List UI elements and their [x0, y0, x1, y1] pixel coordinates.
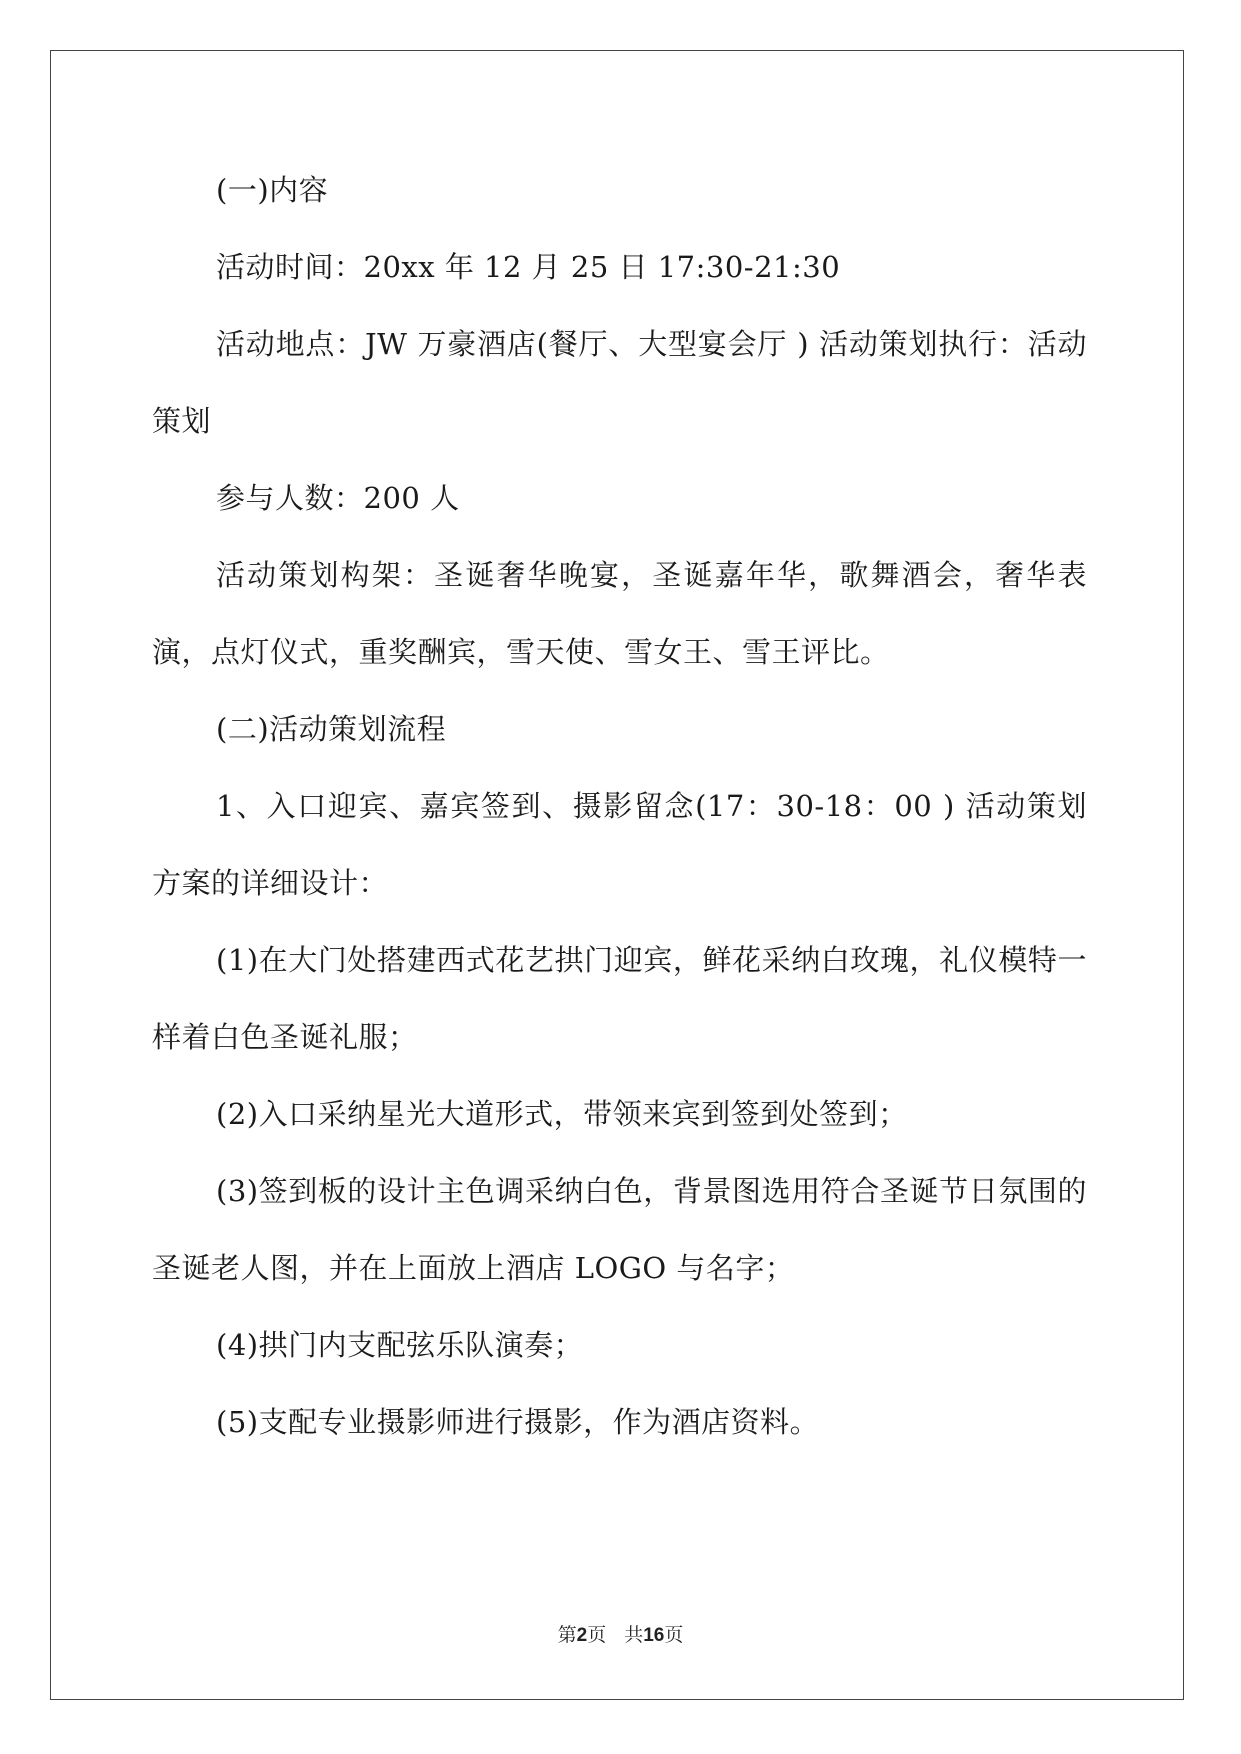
page-footer	[0, 1620, 1241, 1647]
document-body	[152, 152, 1087, 1461]
paragraph-item-3: (3)签到板的设计主色调采纳白色，背景图选用符合圣诞节日氛围的圣诞老人图，并在上面放上酒店 LOGO 与名字；	[152, 1174, 1087, 1285]
page-number: 2	[576, 1625, 588, 1646]
page-suffix: 页	[587, 1624, 607, 1646]
total-prefix: 共	[624, 1624, 644, 1646]
total-pages: 16	[643, 1625, 665, 1646]
paragraph-event-framework: 活动策划构架：圣诞奢华晚宴，圣诞嘉年华，歌舞酒会，奢华表演，点灯仪式，重奖酬宾，雪天使、雪女王、雪王评比。	[152, 558, 1087, 669]
paragraph-event-location: 活动地点：JW 万豪酒店(餐厅、大型宴会厅 ) 活动策划执行：活动策划	[152, 327, 1087, 438]
section-heading-process: (二)活动策划流程	[216, 712, 447, 746]
page-prefix: 第	[557, 1624, 577, 1646]
paragraph-item-4: (4)拱门内支配弦乐队演奏；	[216, 1328, 584, 1362]
paragraph-attendance: 参与人数：200 人	[216, 481, 460, 515]
paragraph-item-1: (1)在大门处搭建西式花艺拱门迎宾，鲜花采纳白玫瑰，礼仪模特一样着白色圣诞礼服；	[152, 943, 1087, 1054]
paragraph-step-1: 1、入口迎宾、嘉宾签到、摄影留念(17：30-18：00 ) 活动策划方案的详细设计：	[152, 789, 1087, 900]
section-heading-content: (一)内容	[216, 173, 329, 207]
paragraph-item-5: (5)支配专业摄影师进行摄影，作为酒店资料。	[216, 1405, 820, 1439]
paragraph-item-2: (2)入口采纳星光大道形式，带领来宾到签到处签到；	[216, 1097, 908, 1131]
total-suffix: 页	[664, 1624, 684, 1646]
paragraph-event-time: 活动时间：20xx 年 12 月 25 日 17:30-21:30	[216, 250, 841, 284]
